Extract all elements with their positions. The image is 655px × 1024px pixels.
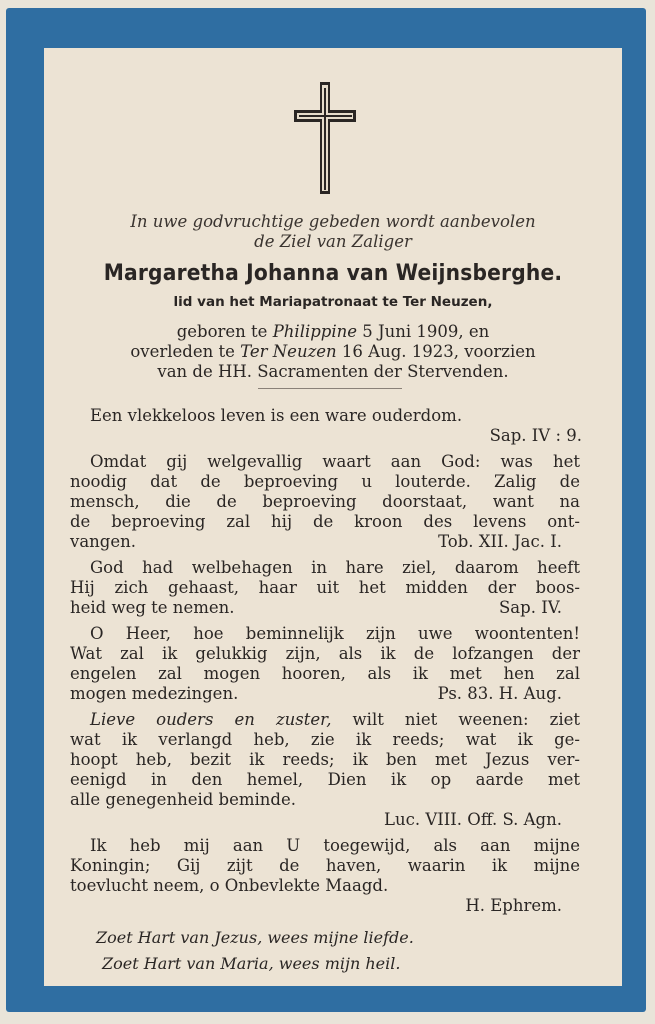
quote-2-line: mensch, die de beproeving doorstaat, want na xyxy=(70,492,580,511)
deceased-name: Margaretha Johanna van Weijnsberghe. xyxy=(103,261,563,286)
quote-4-line: engelen zal mogen hooren, als ik met hen zal xyxy=(70,664,580,683)
quote-2-line: de beproeving zal hij de kroon des levens ont- xyxy=(70,512,580,531)
birth-text: geboren te xyxy=(176,322,273,341)
death-date: 16 Aug. 1923, voorzien xyxy=(336,342,536,361)
membership-line: lid van het Mariapatronaat te Ter Neuzen, xyxy=(173,294,493,310)
footer-invocation-2: Zoet Hart van Maria, wees mijn heil. xyxy=(102,954,401,973)
death-place: Ter Neuzen xyxy=(240,342,337,361)
cross-icon xyxy=(290,80,360,198)
quote-5-text: wilt niet weenen: ziet xyxy=(331,710,580,729)
quote-6-line: toevlucht neem, o Onbevlekte Maagd. xyxy=(70,876,389,895)
quote-2-line: Omdat gij welgevallig waart aan God: was het xyxy=(90,452,580,471)
quote-3-reference: Sap. IV. xyxy=(499,598,562,617)
quote-6-line: Koningin; Gij zijt de haven, waarin ik mijne xyxy=(70,856,580,875)
birth-date: 5 Juni 1909, en xyxy=(357,322,490,341)
divider xyxy=(258,388,402,389)
quote-4-reference: Ps. 83. H. Aug. xyxy=(437,684,562,703)
quote-2-line: noodig dat de beproeving u louterde. Zalig de xyxy=(70,472,580,491)
quote-5-address: Lieve ouders en zuster, xyxy=(90,710,332,729)
quote-5-line: alle genegenheid beminde. xyxy=(70,790,296,809)
quote-4-line: Wat zal ik gelukkig zijn, als ik de lofzangen der xyxy=(70,644,580,663)
quote-2-reference: Tob. XII. Jac. I. xyxy=(438,532,562,551)
death-text: overleden te xyxy=(130,342,241,361)
card-paper xyxy=(44,48,622,986)
birth-line xyxy=(44,322,622,342)
intro-line-1: In uwe godvruchtige gebeden wordt aanbevolen xyxy=(130,212,536,231)
quote-3-line: Hij zich gehaast, haar uit het midden der boos- xyxy=(70,578,580,597)
quote-2-line: vangen. xyxy=(70,532,136,551)
footer-invocation-1: Zoet Hart van Jezus, wees mijne liefde. xyxy=(96,928,414,947)
quote-3-line: God had welbehagen in hare ziel, daarom heeft xyxy=(90,558,580,577)
quote-4-line: mogen medezingen. xyxy=(70,684,239,703)
quote-5-reference: Luc. VIII. Off. S. Agn. xyxy=(384,810,562,829)
sacraments-line: van de HH. Sacramenten der Stervenden. xyxy=(157,362,509,381)
quote-5-line: wat ik verlangd heb, zie ik reeds; wat ik ge- xyxy=(70,730,580,749)
quote-6-line: Ik heb mij aan U toegewijd, als aan mijne xyxy=(90,836,580,855)
quote-6-reference: H. Ephrem. xyxy=(465,896,562,915)
birth-place: Philippine xyxy=(272,322,358,341)
intro-line-2: de Ziel van Zaliger xyxy=(254,232,412,251)
death-line xyxy=(44,342,622,362)
quote-5-line: hoopt heb, bezit ik reeds; ik ben met Jezus ver- xyxy=(70,750,580,769)
quote-1-line: Een vlekkeloos leven is een ware ouderdom. xyxy=(90,406,463,425)
quote-3-line: heid weg te nemen. xyxy=(70,598,235,617)
quote-5-line xyxy=(90,710,580,730)
quote-5-line: eenigd in den hemel, Dien ik op aarde met xyxy=(70,770,580,789)
quote-1-reference: Sap. IV : 9. xyxy=(489,426,582,445)
quote-4-line: O Heer, hoe beminnelijk zijn uwe woontenten! xyxy=(90,624,580,643)
mourning-card xyxy=(6,8,646,1012)
